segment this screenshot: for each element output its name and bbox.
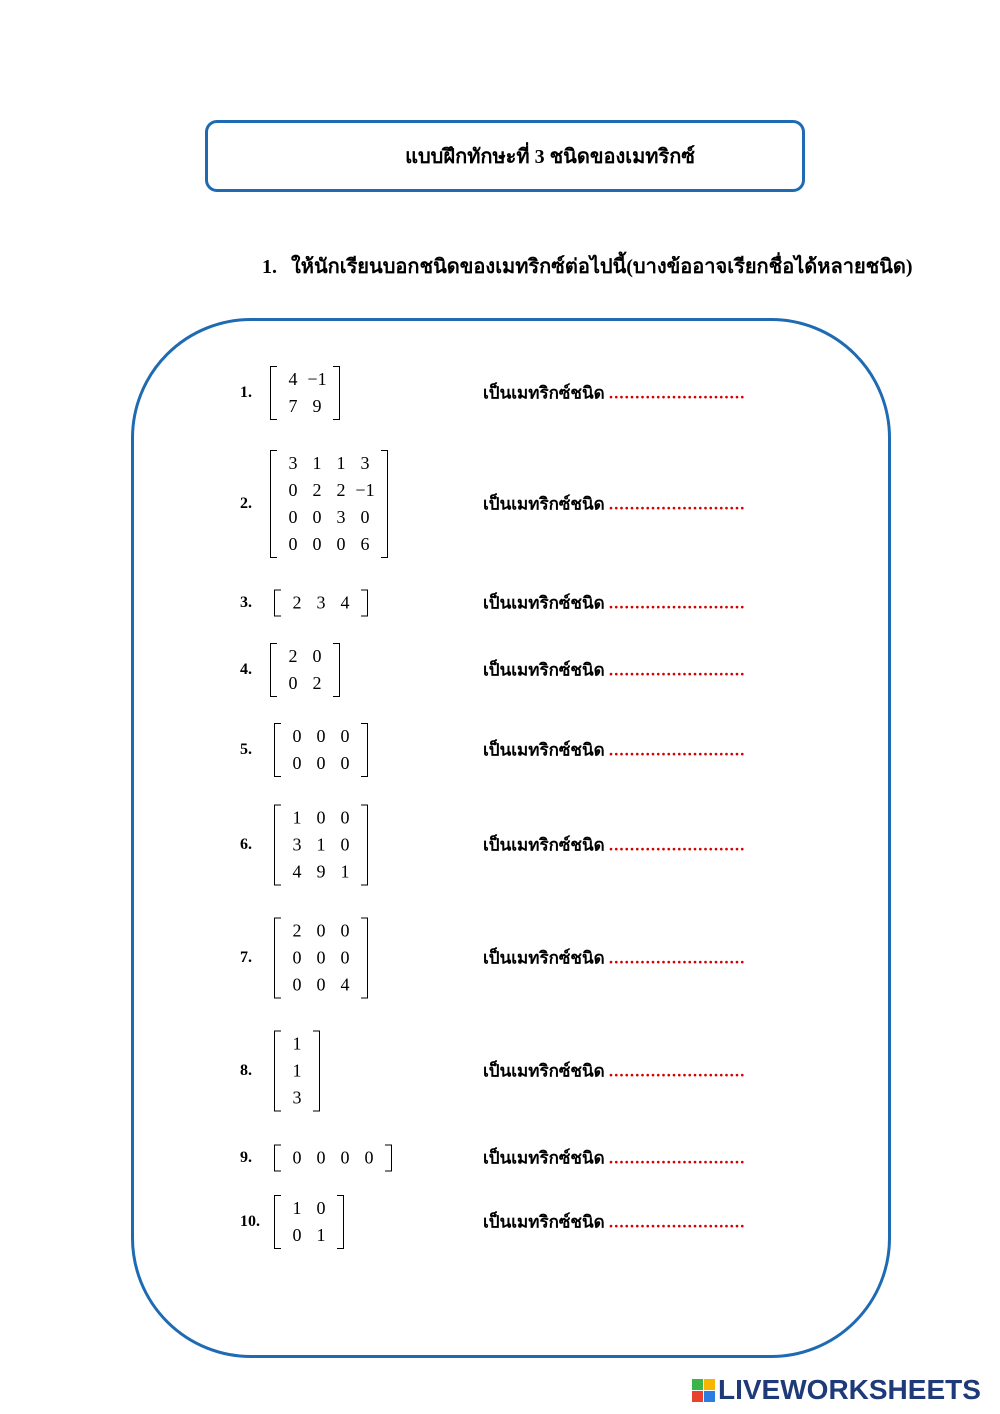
matrix-cell: 0 bbox=[316, 974, 326, 995]
matrix-cell: 1 bbox=[340, 861, 350, 882]
matrix-row bbox=[285, 859, 357, 886]
matrix bbox=[274, 918, 368, 999]
matrix-cell: 2 bbox=[312, 673, 322, 693]
logo-icon bbox=[692, 1379, 715, 1402]
matrix-cell: 1 bbox=[292, 1060, 302, 1081]
matrix-bracket-right bbox=[361, 590, 368, 617]
matrix-cell: 0 bbox=[312, 507, 322, 527]
matrix-grid bbox=[281, 590, 361, 617]
matrix-row bbox=[285, 832, 357, 859]
answer-label: เป็นเมทริกซ์ชนิด bbox=[483, 740, 605, 760]
answer-line bbox=[483, 1209, 745, 1236]
matrix-row bbox=[285, 750, 357, 777]
answer-blank[interactable]: .......................... bbox=[608, 383, 746, 403]
matrix-cell: 1 bbox=[292, 807, 302, 828]
matrix-cell: 0 bbox=[288, 673, 298, 693]
matrix-bracket-right bbox=[361, 805, 368, 886]
matrix-row bbox=[281, 366, 329, 393]
matrix-row bbox=[285, 590, 357, 617]
matrix-grid bbox=[281, 723, 361, 777]
matrix-bracket-left bbox=[274, 1195, 281, 1249]
matrix bbox=[274, 723, 368, 777]
matrix-bracket-left bbox=[270, 450, 277, 558]
matrix-grid bbox=[277, 643, 333, 697]
matrix-cell: 0 bbox=[288, 480, 298, 500]
matrix-cell: 7 bbox=[288, 396, 298, 416]
matrix-grid bbox=[281, 918, 361, 999]
item-number: 4. bbox=[240, 661, 252, 678]
answer-blank[interactable]: .......................... bbox=[608, 740, 746, 760]
answer-line bbox=[483, 590, 745, 617]
item-number: 5. bbox=[240, 741, 252, 758]
instruction-text: ให้นักเรียนบอกชนิดของเมทริกซ์ต่อไปนี้(บางข้ออาจเรียกชื่อได้หลายชนิด) bbox=[291, 256, 913, 278]
matrix-cell: 2 bbox=[292, 920, 302, 941]
matrix-bracket-right bbox=[313, 1031, 320, 1112]
matrix bbox=[274, 1195, 344, 1249]
matrix-row bbox=[285, 972, 357, 999]
item-number: 3. bbox=[240, 594, 252, 611]
matrix-row bbox=[285, 723, 357, 750]
matrix-row bbox=[285, 805, 357, 832]
logo-text: LIVEWORKSHEETS bbox=[718, 1374, 981, 1405]
matrix-cell: 0 bbox=[340, 834, 350, 855]
matrix-bracket-left bbox=[274, 1145, 281, 1172]
matrix-row bbox=[285, 1058, 309, 1085]
matrix-bracket-right bbox=[333, 366, 340, 420]
matrix-bracket-left bbox=[274, 805, 281, 886]
matrix-cell: 1 bbox=[292, 1198, 302, 1218]
answer-blank[interactable]: .......................... bbox=[608, 948, 746, 968]
matrix-cell: 9 bbox=[312, 396, 322, 416]
matrix-cell: 0 bbox=[316, 807, 326, 828]
answer-line bbox=[483, 491, 745, 518]
matrix-cell: 0 bbox=[340, 1147, 350, 1168]
matrix-cell: 0 bbox=[292, 1147, 302, 1168]
answer-label: เป็นเมทริกซ์ชนิด bbox=[483, 494, 605, 514]
matrix-bracket-right bbox=[361, 723, 368, 777]
matrix-bracket-right bbox=[385, 1145, 392, 1172]
answer-blank[interactable]: .......................... bbox=[608, 1212, 746, 1232]
matrix-bracket-right bbox=[337, 1195, 344, 1249]
answer-line bbox=[483, 737, 745, 764]
answer-label: เป็นเมทริกซ์ชนิด bbox=[483, 1212, 605, 1232]
matrix-bracket-right bbox=[381, 450, 388, 558]
matrix-cell: 1 bbox=[292, 1033, 302, 1054]
matrix-cell: 0 bbox=[288, 534, 298, 554]
answer-blank[interactable]: .......................... bbox=[608, 835, 746, 855]
matrix-cell: 0 bbox=[336, 534, 346, 554]
matrix-cell: 3 bbox=[288, 453, 298, 473]
answer-label: เป็นเมทริกซ์ชนิด bbox=[483, 1148, 605, 1168]
matrix-cell: 0 bbox=[364, 1147, 374, 1168]
matrix-cell: −1 bbox=[355, 480, 375, 500]
answer-label: เป็นเมทริกซ์ชนิด bbox=[483, 1061, 605, 1081]
matrix-cell: 3 bbox=[292, 834, 302, 855]
matrix-bracket-left bbox=[274, 723, 281, 777]
answer-label: เป็นเมทริกซ์ชนิด bbox=[483, 948, 605, 968]
answer-blank[interactable]: .......................... bbox=[608, 660, 746, 680]
answer-line bbox=[483, 832, 745, 859]
matrix-cell: 0 bbox=[292, 974, 302, 995]
matrix-row bbox=[281, 531, 377, 558]
item-number: 2. bbox=[240, 495, 252, 512]
answer-label: เป็นเมทริกซ์ชนิด bbox=[483, 383, 605, 403]
answer-blank[interactable]: .......................... bbox=[608, 1061, 746, 1081]
matrix-cell: 0 bbox=[316, 753, 326, 773]
matrix-cell: 4 bbox=[340, 974, 350, 995]
liveworksheets-logo bbox=[692, 1374, 981, 1406]
matrix bbox=[274, 590, 368, 617]
answer-label: เป็นเมทริกซ์ชนิด bbox=[483, 593, 605, 613]
matrix-bracket-right bbox=[361, 918, 368, 999]
matrix-cell: 3 bbox=[360, 453, 370, 473]
matrix-row bbox=[281, 450, 377, 477]
matrix-grid bbox=[281, 805, 361, 886]
matrix-row bbox=[281, 670, 329, 697]
answer-label: เป็นเมทริกซ์ชนิด bbox=[483, 835, 605, 855]
matrix-row bbox=[281, 643, 329, 670]
matrix bbox=[270, 643, 340, 697]
worksheet-title: แบบฝึกทักษะที่ 3 ชนิดของเมทริกซ์ bbox=[405, 146, 695, 168]
title-box bbox=[205, 120, 805, 192]
answer-line bbox=[483, 1058, 745, 1085]
answer-blank[interactable]: .......................... bbox=[608, 494, 746, 514]
instruction bbox=[262, 250, 913, 282]
matrix-bracket-left bbox=[274, 590, 281, 617]
matrix-bracket-left bbox=[274, 918, 281, 999]
matrix-cell: 0 bbox=[288, 507, 298, 527]
matrix bbox=[270, 366, 340, 420]
matrix bbox=[270, 450, 388, 558]
matrix-cell: 0 bbox=[340, 947, 350, 968]
matrix-row bbox=[285, 945, 357, 972]
matrix-row bbox=[281, 477, 377, 504]
matrix-cell: 2 bbox=[292, 592, 302, 613]
matrix-cell: 0 bbox=[316, 920, 326, 941]
matrix-cell: 0 bbox=[316, 1198, 326, 1218]
matrix-cell: 0 bbox=[316, 726, 326, 746]
item-number: 7. bbox=[240, 949, 252, 966]
matrix-row bbox=[281, 393, 329, 420]
matrix-grid bbox=[281, 1195, 337, 1249]
matrix-row bbox=[285, 1085, 309, 1112]
matrix bbox=[274, 1031, 320, 1112]
matrix-cell: 0 bbox=[312, 534, 322, 554]
matrix-row bbox=[285, 918, 357, 945]
matrix bbox=[274, 805, 368, 886]
matrix-cell: 4 bbox=[340, 592, 350, 613]
matrix-cell: 3 bbox=[336, 507, 346, 527]
matrix-cell: 2 bbox=[288, 646, 298, 666]
matrix-grid bbox=[277, 366, 333, 420]
matrix-cell: 1 bbox=[316, 1225, 326, 1245]
matrix-grid bbox=[281, 1145, 385, 1172]
matrix-cell: 0 bbox=[340, 920, 350, 941]
matrix-row bbox=[281, 504, 377, 531]
matrix-cell: 0 bbox=[292, 753, 302, 773]
matrix-row bbox=[285, 1031, 309, 1058]
matrix-cell: −1 bbox=[307, 369, 327, 389]
matrix-grid bbox=[281, 1031, 313, 1112]
matrix-cell: 0 bbox=[316, 1147, 326, 1168]
matrix-cell: 0 bbox=[340, 726, 350, 746]
answer-line bbox=[483, 945, 745, 972]
matrix-cell: 0 bbox=[292, 1225, 302, 1245]
matrix-bracket-left bbox=[274, 1031, 281, 1112]
matrix-cell: 0 bbox=[316, 947, 326, 968]
answer-line bbox=[483, 1145, 745, 1172]
item-number: 10. bbox=[240, 1213, 260, 1230]
matrix-cell: 6 bbox=[360, 534, 370, 554]
answer-label: เป็นเมทริกซ์ชนิด bbox=[483, 660, 605, 680]
answer-blank[interactable]: .......................... bbox=[608, 1148, 746, 1168]
matrix-cell: 0 bbox=[292, 947, 302, 968]
matrix-cell: 2 bbox=[312, 480, 322, 500]
matrix-cell: 0 bbox=[340, 807, 350, 828]
matrix-cell: 4 bbox=[288, 369, 298, 389]
matrix-cell: 0 bbox=[340, 753, 350, 773]
matrix-cell: 2 bbox=[336, 480, 346, 500]
matrix-cell: 0 bbox=[360, 507, 370, 527]
matrix-bracket-right bbox=[333, 643, 340, 697]
matrix-cell: 1 bbox=[336, 453, 346, 473]
answer-line bbox=[483, 380, 745, 407]
item-number: 1. bbox=[240, 384, 252, 401]
item-number: 6. bbox=[240, 836, 252, 853]
item-number: 8. bbox=[240, 1062, 252, 1079]
instruction-number: 1. bbox=[262, 256, 277, 278]
matrix-row bbox=[285, 1222, 333, 1249]
matrix-cell: 3 bbox=[316, 592, 326, 613]
matrix-row bbox=[285, 1145, 381, 1172]
matrix-row bbox=[285, 1195, 333, 1222]
matrix-cell: 4 bbox=[292, 861, 302, 882]
matrix-cell: 0 bbox=[312, 646, 322, 666]
matrix-cell: 3 bbox=[292, 1087, 302, 1108]
matrix-cell: 1 bbox=[312, 453, 322, 473]
matrix-cell: 9 bbox=[316, 861, 326, 882]
matrix-cell: 0 bbox=[292, 726, 302, 746]
item-number: 9. bbox=[240, 1149, 252, 1166]
matrix-cell: 1 bbox=[316, 834, 326, 855]
answer-blank[interactable]: .......................... bbox=[608, 593, 746, 613]
matrix bbox=[274, 1145, 392, 1172]
answer-line bbox=[483, 657, 745, 684]
matrix-grid bbox=[277, 450, 381, 558]
matrix-bracket-left bbox=[270, 366, 277, 420]
matrix-bracket-left bbox=[270, 643, 277, 697]
